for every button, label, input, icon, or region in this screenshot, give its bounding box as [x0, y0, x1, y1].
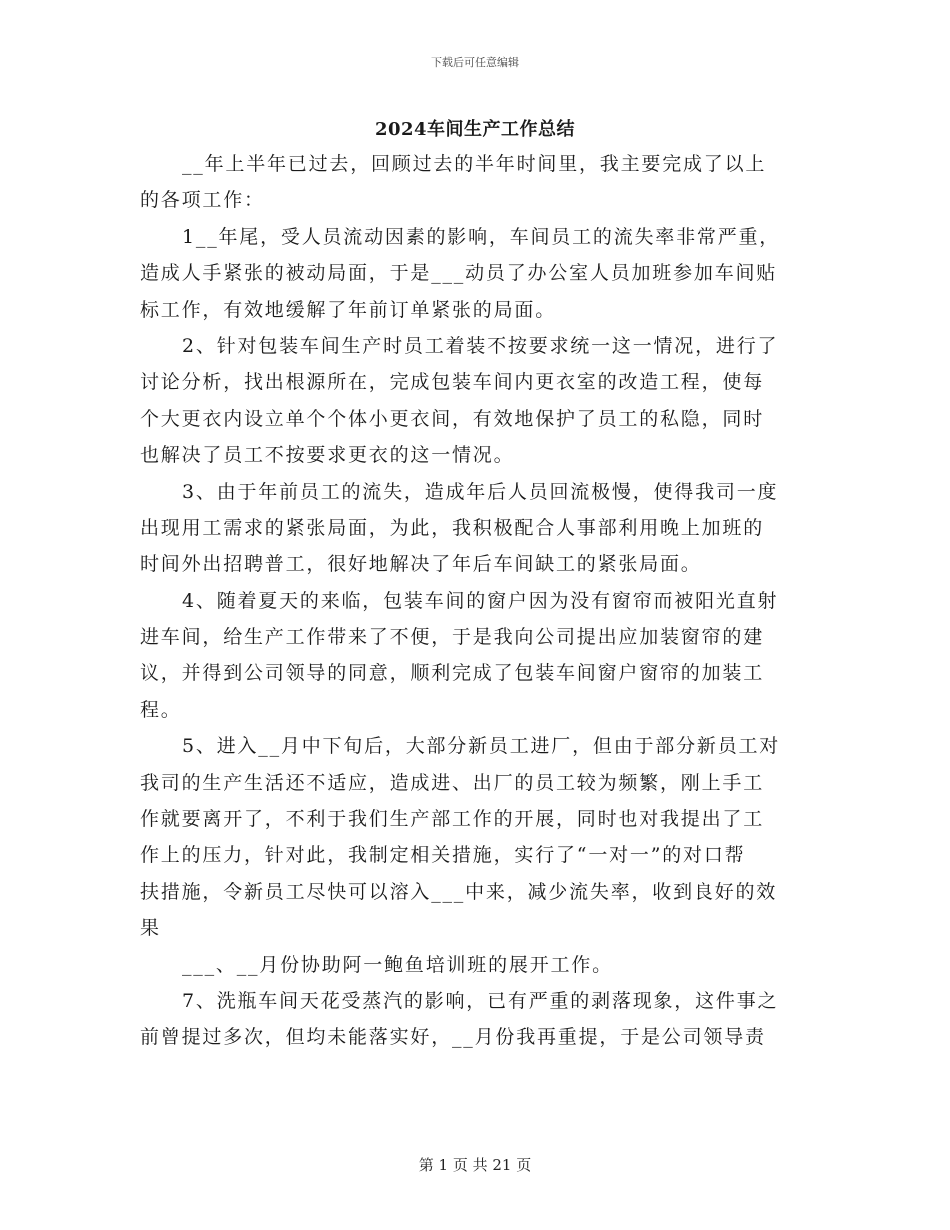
paragraph-line: 进车间，给生产工作带来了不便，于是我向公司提出应加装窗帘的建: [140, 626, 765, 649]
paragraph-line: 作就要离开了，不利于我们生产部工作的开展，同时也对我提出了工: [140, 808, 765, 831]
paragraph-line: __年上半年已过去，回顾过去的半年时间里，我主要完成了以上: [182, 153, 767, 175]
paragraph-line: 果: [140, 917, 161, 940]
paragraph-line: 我司的生产生活还不适应，造成进、出厂的员工较为频繁，刚上手工: [140, 771, 765, 794]
paragraph-line: 出现用工需求的紧张局面，为此，我积极配合人事部利用晚上加班的: [140, 516, 765, 539]
paragraph-line: 标工作，有效地缓解了年前订单紧张的局面。: [140, 298, 557, 321]
paragraph-line: ___、__月份协助阿一鲍鱼培训班的展开工作。: [182, 953, 613, 976]
header-note: 下载后可任意编辑: [431, 56, 519, 69]
paragraph-line: 前曾提过多次，但均未能落实好，__月份我再重提，于是公司领导责: [140, 1026, 766, 1049]
paragraph-line: 扶措施，令新员工尽快可以溶入___中来，减少流失率，收到良好的效: [140, 880, 778, 903]
paragraph-line: 议，并得到公司领导的同意，顺利完成了包装车间窗户窗帘的加装工: [140, 662, 765, 685]
document-body: [140, 146, 812, 1056]
paragraph-line: 也解决了员工不按要求更衣的这一情况。: [140, 444, 515, 467]
paragraph-line: 7、洗瓶车间天花受蒸汽的影响，已有严重的剥落现象，这件事之: [182, 989, 779, 1012]
paragraph-line: 5、进入__月中下旬后，大部分新员工进厂，但由于部分新员工对: [182, 735, 781, 758]
paragraph-line: 作上的压力，针对此，我制定相关措施，实行了“一对一”的对口帮: [140, 844, 746, 867]
paragraph-line: 2、针对包装车间生产时员工着装不按要求统一这一情况，进行了: [182, 334, 779, 357]
document-title: 2024车间生产工作总结: [374, 119, 576, 140]
paragraph-line: 讨论分析，找出根源所在，完成包装车间内更衣室的改造工程，使每: [140, 371, 765, 394]
page-number-footer: 第 1 页 共 21 页: [418, 1156, 532, 1174]
paragraph-line: 的各项工作：: [140, 189, 265, 212]
paragraph-line: 3、由于年前员工的流失，造成年后人员回流极慢，使得我司一度: [182, 480, 779, 503]
paragraph-line: 4、随着夏天的来临，包装车间的窗户因为没有窗帘而被阳光直射: [182, 589, 779, 612]
paragraph-line: 个大更衣内设立单个个体小更衣间，有效地保护了员工的私隐，同时: [140, 407, 765, 430]
paragraph-line: 时间外出招聘普工，很好地解决了年后车间缺工的紧张局面。: [140, 553, 702, 576]
paragraph-line: 1__年尾，受人员流动因素的影响，车间员工的流失率非常严重，: [182, 225, 781, 248]
paragraph-line: 程。: [140, 698, 182, 721]
paragraph-line: 造成人手紧张的被动局面，于是___动员了办公室人员加班参加车间贴: [140, 262, 778, 285]
